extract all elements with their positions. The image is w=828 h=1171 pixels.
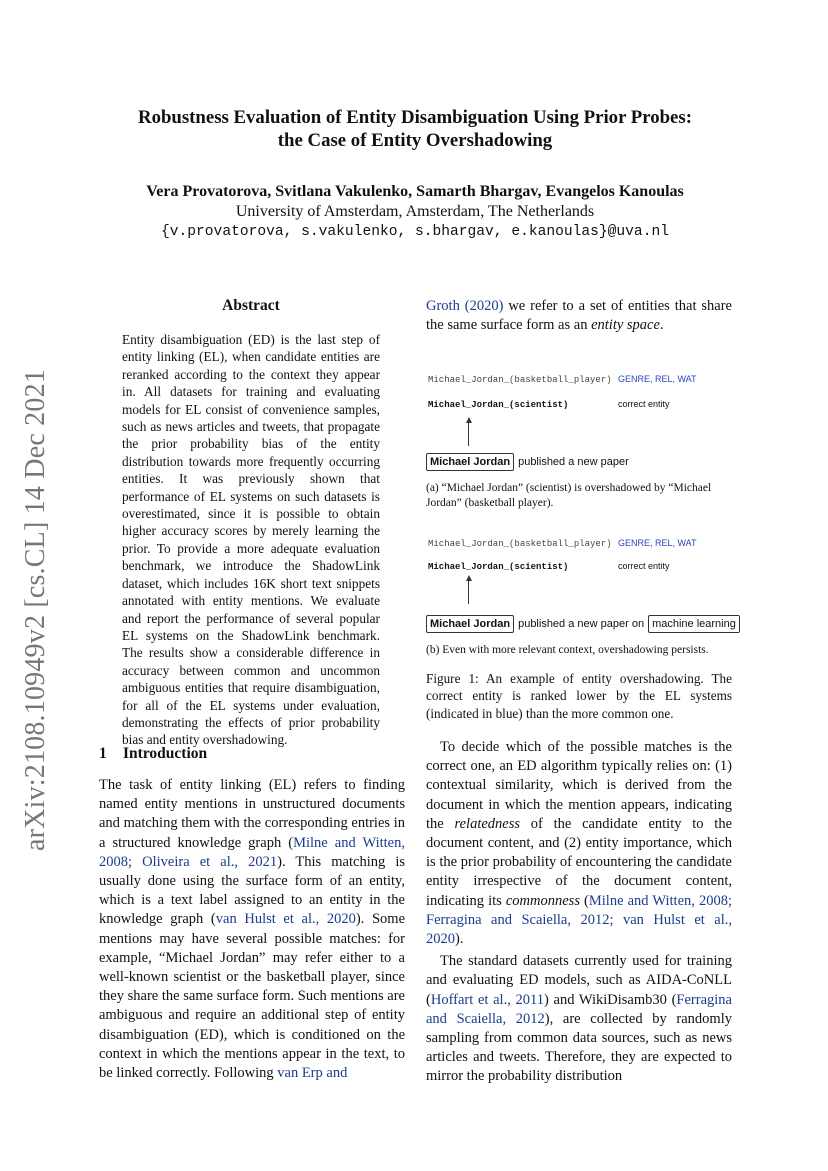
text-span: of the candidate entity to the document content, and (2) entity importance, which is the prior probability of encountering the candidate entity irrespective of the document content, indicating its	[426, 815, 733, 909]
intro-paragraph-1-continued	[426, 297, 732, 335]
figure-caption: Figure 1: An example of entity overshadowing. The correct entity is ranked lower by the EL systems (indicated in blue) than the more common one.	[426, 671, 732, 721]
author-emails: {v.provatorova, s.vakulenko, s.bhargav, e.kanoulas}@uva.nl	[161, 224, 669, 240]
correct-entity-label: correct entity	[618, 561, 670, 571]
affiliation: University of Amsterdam, Amsterdam, The Netherlands	[235, 203, 595, 220]
paragraph-3	[426, 952, 732, 1086]
section-heading-introduction	[99, 745, 207, 763]
sentence-rest: published a new paper on	[518, 618, 645, 630]
arrow-shaft	[468, 580, 469, 604]
citation-link[interactable]: Groth (2020)	[426, 298, 504, 314]
section-number: 1	[99, 745, 107, 762]
section-title: Introduction	[123, 745, 208, 762]
emphasis-text: entity space	[591, 317, 660, 334]
arrow-up-icon	[466, 417, 472, 423]
abstract-body: Entity disambiguation (ED) is the last step of entity linking (EL), when candidate entities are reranked according to the context they appear in. All datasets for training and evaluating models for EL consist of convenience samples, such as news articles and tweets, that propagate the prior probability bias of the entity distribution towards more frequently occurring entities. It was previously shown that performance of EL systems on such datasets is overestimated, since it is possible to obtain higher accuracy scores by merely learning the prior. To provide a more adequate evaluation benchmark, we introduce the ShadowLink dataset, which includes 16K short text snippets annotated with entity mentions. We evaluate and report the performance of several popular EL systems on the ShadowLink benchmark. The results show a considerable difference in accuracy between common and uncommon ambiguous entities that require disambiguation, for all of the EL systems under evaluation, demonstrating the effects of prior probability bias and entity overshadowing.	[122, 332, 380, 748]
candidate-scientist: Michael_Jordan_(scientist)	[428, 562, 569, 572]
paper-title	[100, 106, 730, 152]
candidate-scientist: Michael_Jordan_(scientist)	[428, 400, 569, 410]
context-box: machine learning	[648, 615, 740, 633]
citation-link[interactable]: Ferragina and Scaiella, 2012	[426, 991, 732, 1027]
figure-panel-a	[426, 372, 732, 512]
paragraph-2	[426, 738, 732, 949]
abstract-heading: Abstract	[222, 297, 280, 314]
citation-link[interactable]: van Hulst et al., 2020	[215, 911, 356, 928]
author-list: Vera Provatorova, Svitlana Vakulenko, Samarth Bhargav, Evangelos Kanoulas	[146, 183, 684, 200]
arrow-shaft	[468, 422, 469, 446]
intro-paragraph-1	[99, 776, 405, 1083]
systems-label: GENRE, REL, WAT	[618, 374, 697, 384]
mention-box: Michael Jordan	[426, 615, 514, 633]
text-span: .	[659, 317, 664, 334]
text-span: ).	[455, 931, 464, 948]
citation-link[interactable]: van Erp and	[277, 1065, 348, 1082]
title-line-1: Robustness Evaluation of Entity Disambiguation Using Prior Probes:	[138, 107, 692, 128]
candidate-basketball-player: Michael_Jordan_(basketball_player)	[428, 375, 612, 385]
emphasis-text: relatedness	[454, 815, 521, 832]
text-span: The task of entity linking (EL) refers to finding named entity mentions in unstructured documents and matching them with the corresponding entries in a structured knowledge graph (	[99, 777, 405, 851]
text-span: The standard datasets currently used for training and evaluating ED models, such as AIDA-CoNLL (	[426, 953, 732, 1008]
subcaption-a: (a) “Michael Jordan” (scientist) is overshadowed by “Michael Jordan” (basketball player).	[426, 482, 712, 509]
arxiv-identifier: arXiv:2108.10949v2 [cs.CL] 14 Dec 2021	[20, 369, 51, 851]
right-column-text	[426, 738, 732, 1087]
citation-link[interactable]: Hoffart et al., 2011	[430, 991, 544, 1008]
subcaption-b: (b) Even with more relevant context, overshadowing persists.	[426, 644, 709, 656]
arxiv-sidebar	[14, 360, 58, 860]
text-span: ). Some mentions may have several possible matches: for example, “Michael Jordan” may refer either to a well-known scientist or the basketball player, since they share the same surface form. Such mentions are ambiguous and require an additional step of entity disambiguation (ED), which is conditioned on the context in which the mentions appear in the text, to be linked correctly. Following	[99, 911, 406, 1082]
example-sentence-b	[426, 614, 740, 632]
correct-entity-label: correct entity	[618, 399, 670, 409]
text-span: ). This matching is usually done using the surface form of an entity, which is a text label assigned to an entity in the knowledge graph (	[99, 853, 405, 928]
title-line-2: the Case of Entity Overshadowing	[277, 130, 553, 151]
emphasis-text: commonness	[505, 892, 580, 909]
citation-link[interactable]: Milne and Witten, 2008; Oliveira et al., 2021	[99, 834, 405, 870]
figure-panel-b	[426, 536, 736, 661]
sentence-rest: published a new paper	[518, 456, 629, 468]
citation-link[interactable]: Milne and Witten, 2008; Ferragina and Scaiella, 2012; van Hulst et al., 2020	[426, 892, 732, 948]
example-sentence-a	[426, 452, 629, 470]
text-span: ) and WikiDisamb30 (	[543, 991, 677, 1008]
arrow-up-icon	[466, 575, 472, 581]
text-span: we refer to a set of entities that share the same surface form as an	[426, 298, 732, 334]
text-span: ), are collected by randomly sampling from common data sources, such as news articles and tweets. Therefore, they are expected to mirror the probability distribution	[426, 1010, 732, 1085]
systems-label: GENRE, REL, WAT	[618, 538, 697, 548]
mention-box: Michael Jordan	[426, 453, 514, 471]
text-span: (	[579, 892, 589, 909]
candidate-basketball-player: Michael_Jordan_(basketball_player)	[428, 539, 612, 549]
text-span: To decide which of the possible matches is the correct one, an ED algorithm typically relies on: (1) contextual similarity, which is derived from the document in which the mention appears, indicating the	[426, 739, 732, 832]
